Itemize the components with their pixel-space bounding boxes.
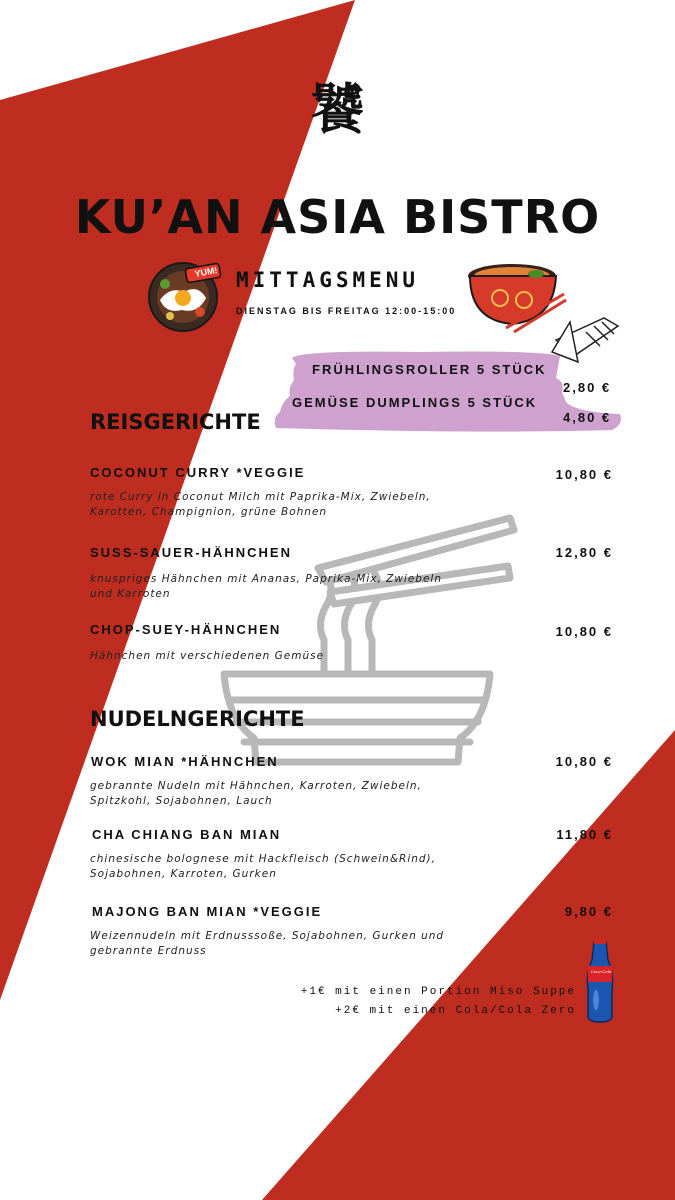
dish-name: SUSS-SAUER-HÄHNCHEN: [90, 545, 292, 560]
promo-name: FRÜHLINGSROLLER 5 STÜCK: [312, 362, 547, 377]
desc-line: gebrannte Nudeln mit Hähnchen, Karroten, Zwiebeln,: [90, 780, 422, 792]
desc-line: chinesische bolognese mit Hackfleisch (Schwein&Rind),: [90, 853, 436, 865]
dish-price: 12,80 €: [555, 545, 613, 560]
extra-offer: +1€ mit einen Portion Miso Suppe: [300, 986, 576, 998]
restaurant-title: KU’AN ASIA BISTRO: [74, 190, 601, 244]
desc-line: Weizennudeln mit Erdnusssoße, Sojabohnen, Gurken und: [90, 930, 445, 942]
dish-description: [90, 779, 480, 809]
dish-description: [90, 490, 480, 520]
desc-line: gebrannte Erdnuss: [90, 945, 207, 957]
menu-subtitle: MITTAGSMENU: [236, 268, 420, 292]
promo-price: 2,80 €: [563, 380, 612, 395]
promo-price: 4,80 €: [563, 410, 612, 425]
dish-price: 10,80 €: [555, 624, 613, 639]
opening-hours: DIENSTAG BIS FREITAG 12:00-15:00: [236, 306, 457, 316]
dish-name: CHOP-SUEY-HÄHNCHEN: [90, 622, 282, 637]
section-title-noodles: NUDELNGERICHTE: [90, 707, 305, 731]
desc-line: Hähnchen mit verschiedenen Gemüse: [90, 650, 325, 662]
logo-character: 饕: [310, 77, 365, 141]
desc-line: Karotten, Champignion, grüne Bohnen: [90, 506, 328, 518]
dish-price: 10,80 €: [555, 467, 613, 482]
dish-name: WOK MIAN *HÄHNCHEN: [91, 754, 279, 769]
bottle-label: Coca-Cola: [590, 969, 612, 974]
dish-price: 10,80 €: [555, 754, 613, 769]
dish-description: [90, 649, 480, 664]
dish-name: MAJONG BAN MIAN *VEGGIE: [92, 904, 323, 919]
dish-name: COCONUT CURRY *VEGGIE: [90, 465, 306, 480]
desc-line: Sojabohnen, Karroten, Gurken: [90, 868, 277, 880]
desc-line: Spitzkohl, Sojabohnen, Lauch: [90, 795, 273, 807]
dish-price: 11,80 €: [556, 827, 613, 842]
desc-line: und Karroten: [90, 588, 171, 600]
promo-name: GEMÜSE DUMPLINGS 5 STÜCK: [292, 395, 538, 410]
dish-description: [90, 929, 480, 959]
dish-description: [90, 852, 480, 882]
ramen-bowl-image: [468, 264, 566, 332]
dish-description: [90, 572, 480, 602]
extra-offer: +2€ mit einen Cola/Cola Zero: [335, 1005, 576, 1017]
section-title-rice: REISGERICHTE: [90, 410, 261, 434]
arrow-doodle: [552, 318, 618, 362]
yum-badge: YUM!: [193, 265, 219, 279]
desc-line: knuspriges Hähnchen mit Ananas, Paprika-Mix, Zwiebeln: [90, 573, 443, 585]
dish-name: CHA CHIANG BAN MIAN: [92, 827, 282, 842]
dish-price: 9,80 €: [564, 904, 613, 919]
desc-line: rote Curry in Coconut Milch mit Paprika-Mix, Zwiebeln,: [90, 491, 431, 503]
